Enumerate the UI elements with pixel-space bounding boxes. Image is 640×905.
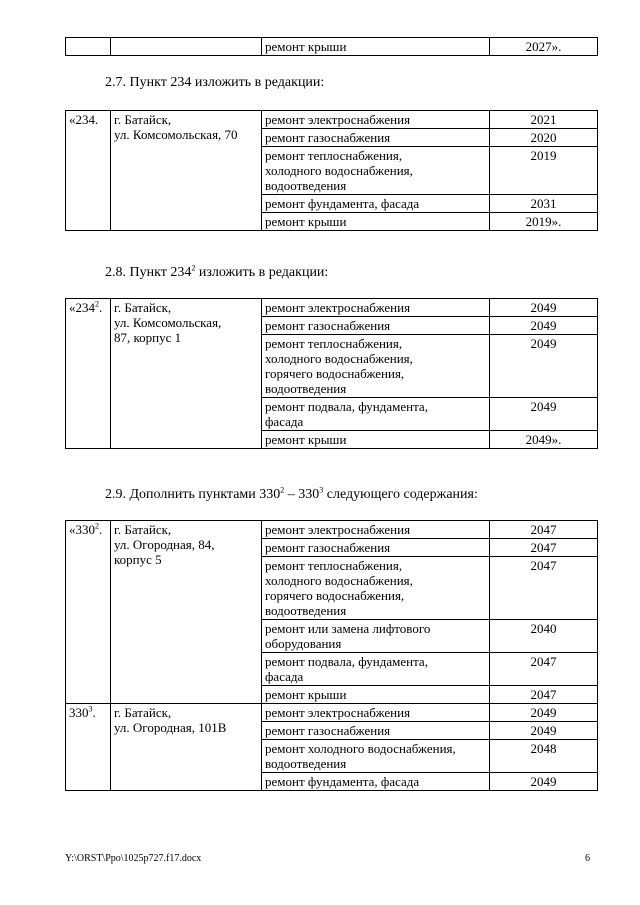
table-item-234: [65, 110, 598, 231]
num-sup: 2: [95, 299, 99, 309]
num-cell: [66, 704, 111, 791]
work-cell: ремонт электроснабжения: [262, 521, 490, 539]
num-sup: 2: [95, 521, 99, 531]
work-cell: ремонт теплоснабжения, холодного водоснабжения, горячего водоснабжения, водоотведения: [262, 335, 490, 398]
table-item-234-2: [65, 298, 598, 449]
work-cell: ремонт холодного водоснабжения, водоотведения: [262, 740, 490, 773]
address-cell: г. Батайск, ул. Огородная, 101В: [111, 704, 262, 791]
year-cell: 2021: [490, 111, 598, 129]
heading-text: – 330: [284, 487, 320, 502]
num-sup: 3: [88, 704, 93, 714]
section-heading-2-7: 2.7. Пункт 234 изложить в редакции:: [105, 75, 325, 90]
section-heading-2-9: [105, 487, 478, 503]
num-cell: [66, 38, 111, 56]
heading-text: 2.9. Дополнить пунктами 330: [105, 487, 281, 502]
heading-sup: 2: [280, 485, 285, 495]
year-cell: 2048: [490, 740, 598, 773]
work-cell: ремонт теплоснабжения, холодного водоснабжения, горячего водоснабжения, водоотведения: [262, 557, 490, 620]
year-cell: 2049: [490, 335, 598, 398]
year-cell: 2049: [490, 773, 598, 791]
work-cell: ремонт крыши: [262, 38, 490, 56]
section-heading-2-8: [105, 265, 328, 281]
year-cell: 2031: [490, 195, 598, 213]
year-cell: 2047: [490, 557, 598, 620]
year-cell: 2040: [490, 620, 598, 653]
num-cell: [66, 521, 111, 704]
num-cell: [66, 299, 111, 449]
year-cell: 2049: [490, 398, 598, 431]
work-cell: ремонт крыши: [262, 213, 490, 231]
year-cell: 2047: [490, 539, 598, 557]
year-cell: 2027».: [490, 38, 598, 56]
num-cell: «234.: [66, 111, 111, 231]
table-row: [66, 704, 598, 722]
year-cell: 2049: [490, 317, 598, 335]
work-cell: ремонт газоснабжения: [262, 539, 490, 557]
work-cell: ремонт газоснабжения: [262, 317, 490, 335]
num-text: .: [92, 705, 96, 720]
address-cell: г. Батайск, ул. Комсомольская, 87, корпус 1: [111, 299, 262, 449]
year-cell: 2047: [490, 653, 598, 686]
year-cell: 2049: [490, 704, 598, 722]
table-row: [66, 111, 598, 129]
heading-text: следующего содержания:: [323, 487, 478, 502]
num-text: 330: [69, 705, 89, 720]
heading-text: 2.8. Пункт 234: [105, 265, 192, 280]
work-cell: ремонт подвала, фундамента, фасада: [262, 653, 490, 686]
footer-path: Y:\ORST\Ppo\1025p727.f17.docx: [65, 853, 202, 864]
table-row: [66, 38, 598, 56]
heading-text: изложить в редакции:: [195, 265, 329, 280]
work-cell: ремонт электроснабжения: [262, 111, 490, 129]
year-cell: 2049: [490, 722, 598, 740]
year-cell: 2047: [490, 521, 598, 539]
table-continuation: [65, 37, 598, 56]
work-cell: ремонт фундамента, фасада: [262, 773, 490, 791]
work-cell: ремонт подвала, фундамента, фасада: [262, 398, 490, 431]
heading-sup: 3: [319, 485, 324, 495]
work-cell: ремонт фундамента, фасада: [262, 195, 490, 213]
work-cell: ремонт газоснабжения: [262, 722, 490, 740]
year-cell: 2047: [490, 686, 598, 704]
work-cell: ремонт или замена лифтового оборудования: [262, 620, 490, 653]
year-cell: 2020: [490, 129, 598, 147]
num-text: «330: [69, 522, 95, 537]
table-row: [66, 521, 598, 539]
address-cell: г. Батайск, ул. Огородная, 84, корпус 5: [111, 521, 262, 704]
work-cell: ремонт газоснабжения: [262, 129, 490, 147]
footer-page-number: 6: [585, 853, 590, 864]
year-cell: 2019».: [490, 213, 598, 231]
address-cell: [111, 38, 262, 56]
work-cell: ремонт электроснабжения: [262, 704, 490, 722]
num-text: «234: [69, 300, 95, 315]
year-cell: 2049».: [490, 431, 598, 449]
work-cell: ремонт крыши: [262, 431, 490, 449]
address-cell: г. Батайск, ул. Комсомольская, 70: [111, 111, 262, 231]
year-cell: 2019: [490, 147, 598, 195]
num-text: .: [99, 522, 103, 537]
year-cell: 2049: [490, 299, 598, 317]
work-cell: ремонт теплоснабжения, холодного водоснабжения, водоотведения: [262, 147, 490, 195]
work-cell: ремонт электроснабжения: [262, 299, 490, 317]
num-text: .: [99, 300, 103, 315]
work-cell: ремонт крыши: [262, 686, 490, 704]
table-items-330: [65, 520, 598, 791]
heading-sup: 2: [191, 263, 196, 273]
table-row: [66, 299, 598, 317]
